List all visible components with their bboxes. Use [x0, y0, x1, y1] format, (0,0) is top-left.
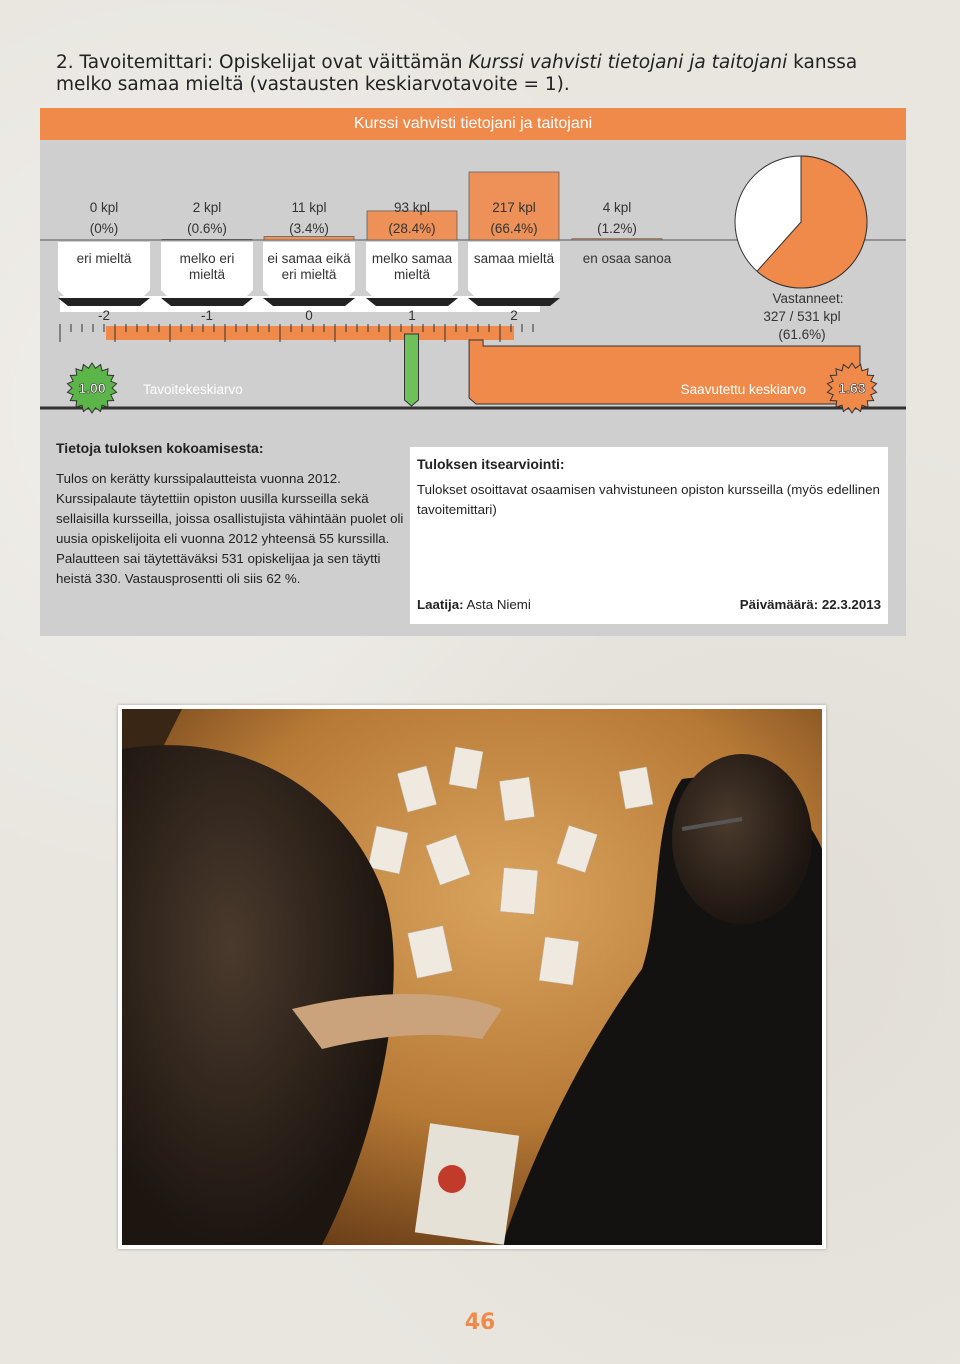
info-left-text: Tulos on kerätty kurssipalautteista vuonna 2012. Kurssipalaute täytettiin opiston uusilla kursseilla sekä sellaisilla kursseilla, joissa osallistujista vähintään puolet oli uusia opiskelijoita eli vuonna 2012 yhteensä 55 kurssilla. Palautteen sai täytettäväksi 531 opiskelijaa ja sen täytti heistä 330. Vastausprosentti oli siis 62 %.: [56, 471, 404, 586]
category-label: mieltä: [188, 267, 226, 282]
scale-bar: [106, 326, 514, 340]
respondents-percent: (61.6%): [778, 327, 826, 342]
scale-label: -2: [97, 308, 111, 323]
author-name: Asta Niemi: [466, 597, 531, 612]
bar: [572, 239, 662, 240]
info-right-text: Tulokset osoittavat osaamisen vahvistuneen opiston kursseilla (myös edellinen tavoitemittari): [417, 482, 880, 517]
percent-label: (1.2%): [597, 221, 637, 236]
author-label: Laatija:: [417, 597, 464, 612]
category-label: mieltä: [393, 267, 431, 282]
percent-label: (0.6%): [187, 221, 227, 236]
category-label: eri mieltä: [76, 251, 132, 266]
info-left: [56, 440, 406, 589]
scale-label: 2: [510, 308, 518, 323]
heading-prefix: 2. Tavoitemittari: Opiskelijat ovat väittämän: [56, 52, 469, 73]
category-label: melko eri: [179, 251, 235, 266]
count-label: 0 kpl: [89, 200, 119, 215]
info-left-heading: Tietoja tuloksen kokoamisesta:: [56, 440, 264, 456]
goal-mean-value: 1.00: [78, 380, 106, 396]
category-label: melko samaa: [371, 251, 453, 266]
scale-cap: [58, 298, 150, 306]
percent-label: (3.4%): [289, 221, 329, 236]
count-label: 217 kpl: [492, 200, 536, 215]
percent-label: (66.4%): [490, 221, 538, 236]
count-label: 4 kpl: [602, 200, 632, 215]
scale-cap: [263, 298, 355, 306]
achieved-mean-value: 1.63: [838, 380, 866, 396]
goal-mean-label: Tavoitekeskiarvo: [143, 382, 243, 397]
date: [740, 597, 881, 612]
goal-mean-marker: [405, 334, 419, 406]
bar: [264, 237, 354, 240]
category-label: eri mieltä: [281, 267, 337, 282]
photo: [118, 705, 826, 1249]
scale-label: 0: [305, 308, 313, 323]
heading-italic: Kurssi vahvisti tietojani ja taitojani: [468, 52, 788, 73]
count-label: 2 kpl: [192, 200, 222, 215]
scale-cap: [366, 298, 458, 306]
count-label: 93 kpl: [393, 200, 431, 215]
date-label: Päivämäärä:: [739, 597, 819, 612]
respondents-label: Vastanneet:: [772, 291, 844, 306]
count-label: 11 kpl: [291, 200, 327, 215]
chart-svg: [0, 0, 960, 440]
scale-cap: [161, 298, 253, 306]
percent-label: (28.4%): [388, 221, 436, 236]
category-label: en osaa sanoa: [582, 251, 672, 266]
category-label: ei samaa eikä: [267, 251, 351, 266]
percent-label: (0%): [89, 221, 119, 236]
category-label: samaa mieltä: [473, 251, 555, 266]
info-right: [410, 447, 888, 624]
chart-title: Kurssi vahvisti tietojani ja taitojani: [40, 108, 906, 140]
achieved-mean-label: Saavutettu keskiarvo: [680, 382, 806, 397]
bar: [162, 239, 252, 240]
photo-illustration: [122, 709, 822, 1245]
author: [417, 597, 531, 612]
scale-label: 1: [408, 308, 416, 323]
respondents-value: 327 / 531 kpl: [763, 309, 841, 324]
scale-cap: [468, 298, 560, 306]
date-value: 22.3.2013: [821, 597, 881, 612]
heading-suffix: kanssa melko samaa mieltä (vastausten keskiarvotavoite = 1).: [56, 52, 858, 95]
info-right-heading: Tuloksen itsearviointi:: [417, 456, 565, 472]
page-number: 46: [464, 1310, 496, 1335]
scale-label: -1: [200, 308, 214, 323]
